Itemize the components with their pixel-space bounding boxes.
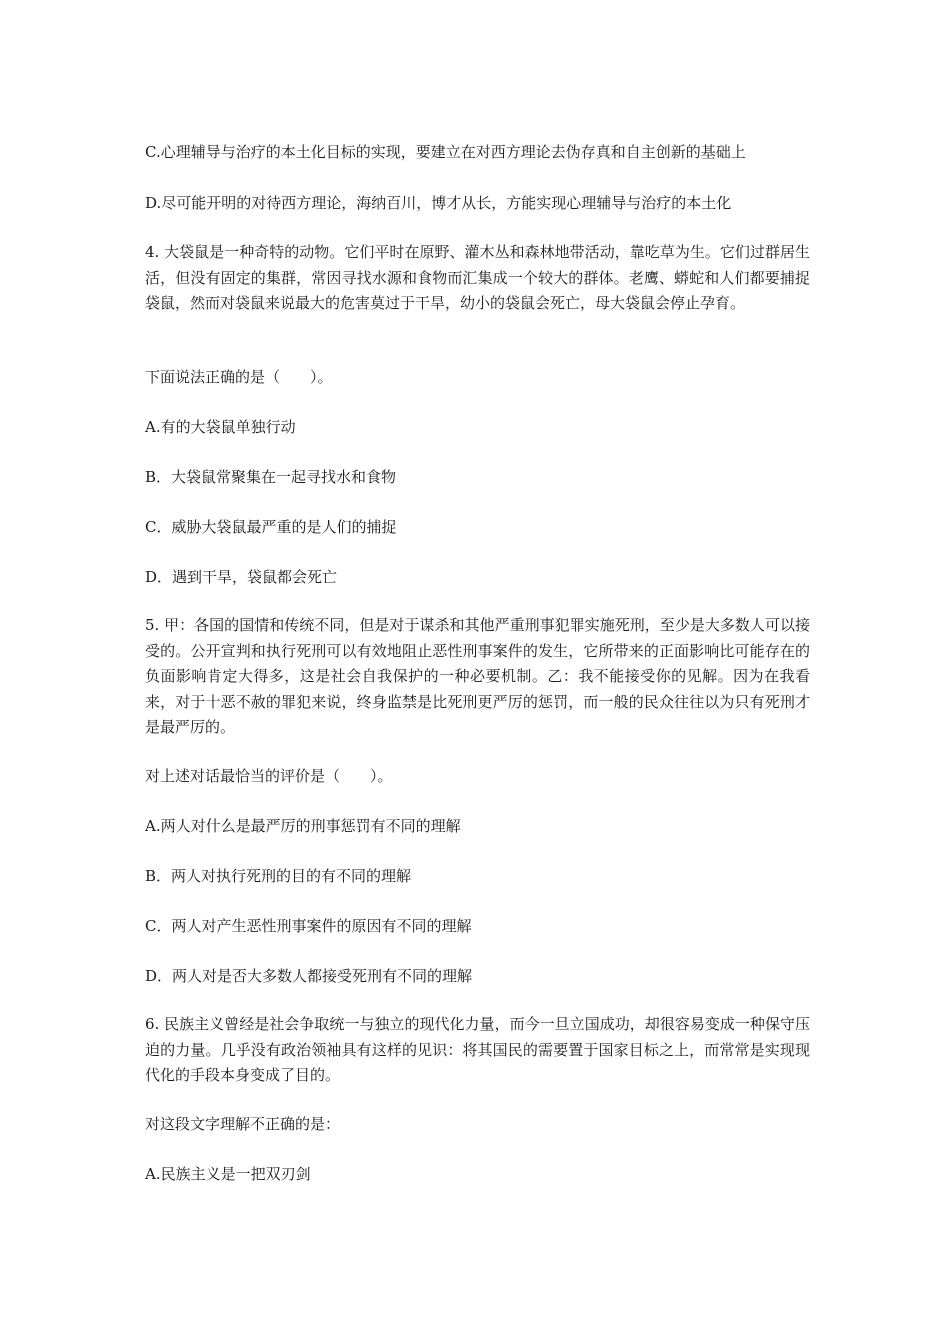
question-4-option-b: B．大袋鼠常聚集在一起寻找水和食物 [145, 468, 397, 486]
question-5-prompt: 对上述对话最恰当的评价是（ ）。 [145, 767, 393, 785]
question-4-option-d: D．遇到干旱，袋鼠都会死亡 [145, 568, 338, 586]
question-4-prompt: 下面说法正确的是（ ）。 [145, 368, 333, 386]
question-5-option-b: B．两人对执行死刑的目的有不同的理解 [145, 867, 412, 885]
question-4-stem: 4. 大袋鼠是一种奇特的动物。它们平时在原野、灌木丛和森林地带活动，靠吃草为生。它们过群居生活，但没有固定的集群，常因寻找水源和食物而汇集成一个较大的群体。老鹰、蟒蛇和人们都要捕捉袋鼠，然而对袋鼠来说最大的危害莫过于干旱，幼小的袋鼠会死亡，母大袋鼠会停止孕育。 [145, 243, 810, 312]
prev-question-option-d: D.尽可能开明的对待西方理论，海纳百川，博才从长，方能实现心理辅导与治疗的本土化 [145, 194, 732, 212]
question-6-stem: 6. 民族主义曾经是社会争取统一与独立的现代化力量，而今一旦立国成功，却很容易变成一种保守压迫的力量。几乎没有政治领袖具有这样的见识：将其国民的需要置于国家目标之上，而常常是实现现代化的手段本身变成了目的。 [145, 1015, 810, 1084]
question-5-option-d: D．两人对是否大多数人都接受死刑有不同的理解 [145, 967, 473, 985]
question-6-prompt: 对这段文字理解不正确的是： [145, 1115, 341, 1133]
question-6-option-a: A.民族主义是一把双刃剑 [145, 1165, 311, 1183]
question-5-option-a: A.两人对什么是最严厉的刑事惩罚有不同的理解 [145, 817, 461, 835]
question-4-option-a: A.有的大袋鼠单独行动 [145, 418, 296, 436]
question-5-option-c: C．两人对产生恶性刑事案件的原因有不同的理解 [145, 917, 472, 935]
question-4-option-c: C．威胁大袋鼠最严重的是人们的捕捉 [145, 518, 397, 536]
question-5-stem: 5. 甲：各国的国情和传统不同，但是对于谋杀和其他严重刑事犯罪实施死刑，至少是大多数人可以接受的。公开宣判和执行死刑可以有效地阻止恶性刑事案件的发生，它所带来的正面影响比可能存在的负面影响肯定大得多，这是社会自我保护的一种必要机制。乙：我不能接受你的见解。因为在我看来，对于十恶不赦的罪犯来说，终身监禁是比死刑更严厉的惩罚，而一般的民众往往以为只有死刑才是最严厉的。 [145, 616, 810, 736]
prev-question-option-c: C.心理辅导与治疗的本土化目标的实现，要建立在对西方理论去伪存真和自主创新的基础上 [145, 143, 746, 161]
